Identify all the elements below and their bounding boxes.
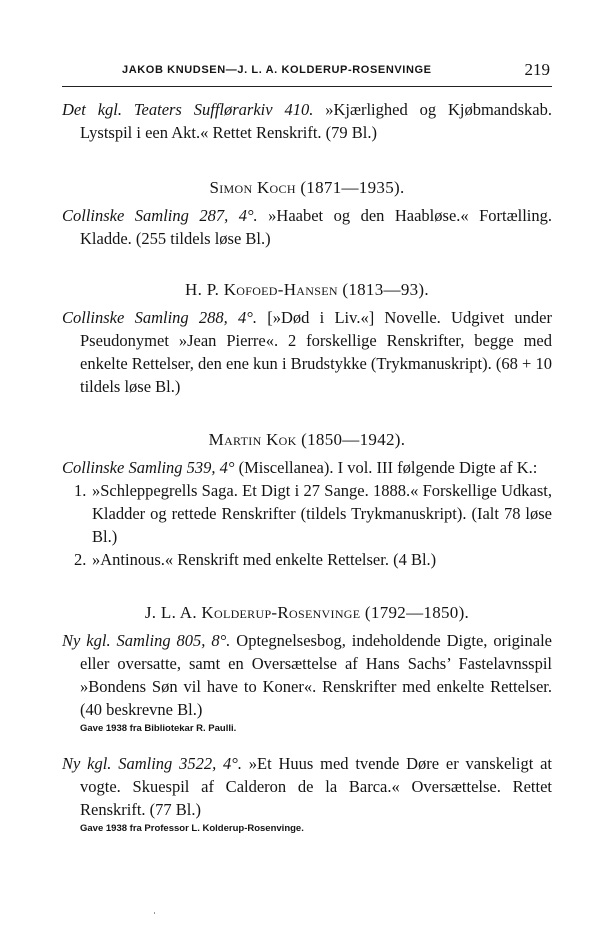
list-item-text: »Schleppegrells Saga. Et Digt i 27 Sange. 1888.« Forskellige Udkast, Kladder og rettede Renskrifter (tildels Trykmanuskript). (Ialt 78 løse Bl.) <box>92 481 552 546</box>
entry-knudsen <box>62 98 552 144</box>
entry-text: (Miscellanea). I vol. III følgende Digte af K.: <box>234 458 538 477</box>
running-head <box>62 58 552 87</box>
list-item-number: 1. <box>74 481 87 500</box>
entry-kolderup-1 <box>62 629 552 721</box>
list-item <box>62 479 552 548</box>
entry-koch <box>62 204 552 250</box>
author-heading-kolderup-rosenvinge: J. L. A. Kolderup-Rosenvinge (1792—1850). <box>144 603 470 622</box>
entry-ref: Collinske Samling 539, 4° <box>62 458 235 477</box>
page-number: 219 <box>524 60 550 79</box>
entry-ref: Collinske Samling 287, 4°. <box>62 206 258 225</box>
entry-text: Optegnelsesbog, indeholdende Digte, originale eller oversatte, samt en Oversættelse af Hans Sachs’ Fastelavnsspil »Bondens Søn vil have to Koner«. Renskrifter med enkelte Rettelser. (40 beskrevne Bl.) <box>80 631 553 719</box>
entry-text: »Kjærlighed og Kjøbmandskab. Lystspil i een Akt.« Rettet Renskrift. (79 Bl.) <box>80 100 552 142</box>
running-head-title: JAKOB KNUDSEN—J. L. A. KOLDERUP-ROSENVINGE <box>122 64 432 76</box>
entry-ref: Det kgl. Teaters Sufflørarkiv 410. <box>62 100 314 119</box>
entry-kok <box>62 456 552 479</box>
list-item-number: 2. <box>74 550 87 569</box>
entry-ref: Ny kgl. Samling 805, 8°. <box>62 631 231 650</box>
gift-note: Gave 1938 fra Bibliotekar R. Paulli. <box>80 723 237 734</box>
entry-ref: Collinske Samling 288, 4°. <box>62 308 257 327</box>
entry-ref: Ny kgl. Samling 3522, 4°. <box>62 754 242 773</box>
entry-kolderup-2 <box>62 752 552 821</box>
entry-text: »Et Huus med tvende Døre er vanskeligt at vogte. Skuespil af Calderon de la Barca.« Oversættelse. Rettet Renskrift. (77 Bl.) <box>80 754 553 819</box>
author-heading-kok: Martin Kok (1850—1942). <box>208 430 406 449</box>
paper-speck <box>154 912 155 914</box>
author-heading-kofoed-hansen: H. P. Kofoed-Hansen (1813—93). <box>185 280 429 299</box>
entry-kofoed-hansen <box>62 306 552 398</box>
entry-text: [»Død i Liv.«] Novelle. Udgivet under Pseudonymet »Jean Pierre«. 2 forskellige Renskrifter, begge med enkelte Rettelser, den ene kun i Brudstykke (Trykmanuskript). (68 + 10 tildels løse Bl.) <box>80 308 552 396</box>
entry-text: »Haabet og den Haabløse.« Fortælling. Kladde. (255 tildels løse Bl.) <box>80 206 552 248</box>
gift-note: Gave 1938 fra Professor L. Kolderup-Rosenvinge. <box>80 823 304 834</box>
list-item-text: »Antinous.« Renskrift med enkelte Rettelser. (4 Bl.) <box>92 550 437 569</box>
poem-list <box>62 479 552 571</box>
list-item <box>62 548 552 571</box>
author-heading-koch: Simon Koch (1871—1935). <box>209 178 405 197</box>
page-body <box>62 98 552 836</box>
